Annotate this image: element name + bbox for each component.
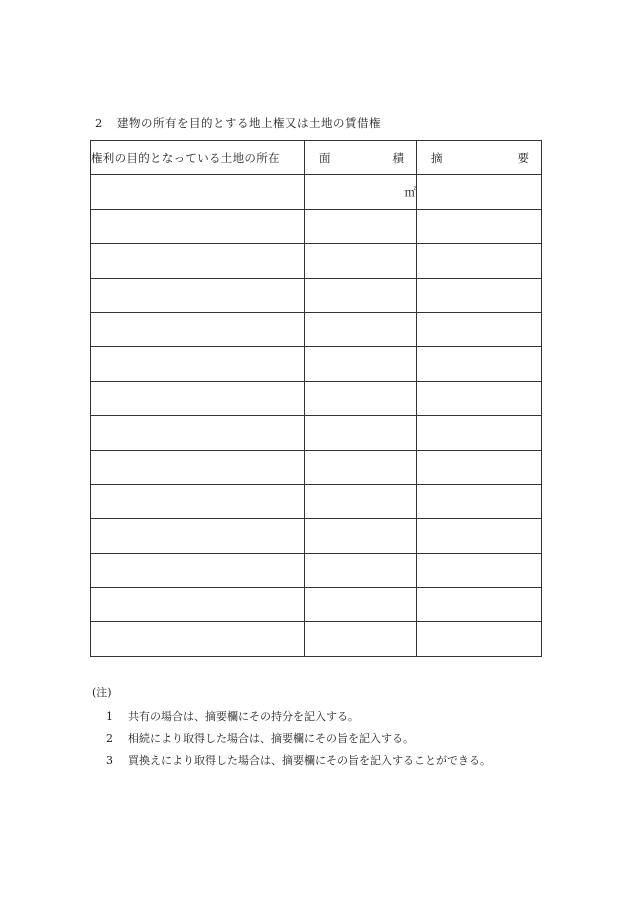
note-cell[interactable] bbox=[417, 175, 542, 209]
table-row bbox=[91, 622, 542, 656]
area-cell[interactable] bbox=[305, 622, 417, 656]
header-location: 権利の目的となっている土地の所在 bbox=[91, 141, 305, 175]
table-header-row bbox=[91, 141, 542, 175]
location-cell[interactable] bbox=[91, 416, 305, 450]
area-cell[interactable] bbox=[305, 209, 417, 243]
note-cell[interactable] bbox=[417, 416, 542, 450]
notes-section bbox=[92, 682, 491, 772]
note-cell[interactable] bbox=[417, 278, 542, 312]
note-cell[interactable] bbox=[417, 484, 542, 518]
note-cell[interactable] bbox=[417, 209, 542, 243]
notes-label: (注) bbox=[92, 686, 112, 699]
table-row bbox=[91, 416, 542, 450]
location-cell[interactable] bbox=[91, 209, 305, 243]
note-item bbox=[92, 706, 491, 728]
area-cell[interactable] bbox=[305, 484, 417, 518]
area-cell[interactable] bbox=[305, 381, 417, 415]
note-text: 買換えにより取得した場合は、摘要欄にその旨を記入することができる。 bbox=[128, 754, 491, 767]
area-cell[interactable] bbox=[305, 553, 417, 587]
table-row bbox=[91, 484, 542, 518]
note-number: 3 bbox=[106, 754, 113, 767]
location-cell[interactable] bbox=[91, 553, 305, 587]
note-cell[interactable] bbox=[417, 381, 542, 415]
section-title bbox=[95, 115, 381, 131]
location-cell[interactable] bbox=[91, 622, 305, 656]
area-cell[interactable] bbox=[305, 416, 417, 450]
note-cell[interactable] bbox=[417, 244, 542, 278]
area-cell[interactable] bbox=[305, 519, 417, 553]
header-area-char-2: 積 bbox=[392, 150, 404, 165]
header-note bbox=[417, 141, 542, 175]
location-cell[interactable] bbox=[91, 450, 305, 484]
location-cell[interactable] bbox=[91, 175, 305, 209]
location-cell[interactable] bbox=[91, 484, 305, 518]
note-cell[interactable] bbox=[417, 588, 542, 622]
table-row bbox=[91, 175, 542, 209]
area-cell[interactable] bbox=[305, 244, 417, 278]
table-row bbox=[91, 519, 542, 553]
note-item bbox=[92, 728, 491, 750]
table-row bbox=[91, 381, 542, 415]
note-number: 2 bbox=[106, 732, 113, 745]
note-cell[interactable] bbox=[417, 347, 542, 381]
location-cell[interactable] bbox=[91, 347, 305, 381]
table-row bbox=[91, 244, 542, 278]
area-cell[interactable] bbox=[305, 278, 417, 312]
note-text: 相続により取得した場合は、摘要欄にその旨を記入する。 bbox=[128, 732, 414, 745]
leasehold-table bbox=[90, 140, 542, 657]
note-cell[interactable] bbox=[417, 553, 542, 587]
area-cell[interactable] bbox=[305, 347, 417, 381]
location-cell[interactable] bbox=[91, 312, 305, 346]
table-row bbox=[91, 312, 542, 346]
note-cell[interactable] bbox=[417, 312, 542, 346]
header-note-char-2: 要 bbox=[517, 150, 529, 165]
section-number: 2 bbox=[95, 116, 103, 130]
note-cell[interactable] bbox=[417, 450, 542, 484]
note-text: 共有の場合は、摘要欄にその持分を記入する。 bbox=[128, 710, 359, 723]
table-row bbox=[91, 588, 542, 622]
location-cell[interactable] bbox=[91, 381, 305, 415]
location-cell[interactable] bbox=[91, 588, 305, 622]
header-note-char-1: 摘 bbox=[431, 150, 443, 165]
location-cell[interactable] bbox=[91, 519, 305, 553]
table-row bbox=[91, 278, 542, 312]
section-title-text: 建物の所有を目的とする地上権又は土地の賃借権 bbox=[117, 116, 381, 130]
note-cell[interactable] bbox=[417, 519, 542, 553]
area-cell[interactable] bbox=[305, 175, 417, 209]
table-row bbox=[91, 347, 542, 381]
area-cell[interactable] bbox=[305, 312, 417, 346]
table-row bbox=[91, 450, 542, 484]
table-row bbox=[91, 209, 542, 243]
area-cell[interactable] bbox=[305, 588, 417, 622]
table-body bbox=[91, 175, 542, 656]
area-unit: ㎡ bbox=[404, 185, 416, 200]
header-area bbox=[305, 141, 417, 175]
note-number: 1 bbox=[106, 710, 113, 723]
location-cell[interactable] bbox=[91, 278, 305, 312]
note-cell[interactable] bbox=[417, 622, 542, 656]
area-cell[interactable] bbox=[305, 450, 417, 484]
table-row bbox=[91, 553, 542, 587]
note-item bbox=[92, 750, 491, 772]
location-cell[interactable] bbox=[91, 244, 305, 278]
header-area-char-1: 面 bbox=[319, 150, 331, 165]
